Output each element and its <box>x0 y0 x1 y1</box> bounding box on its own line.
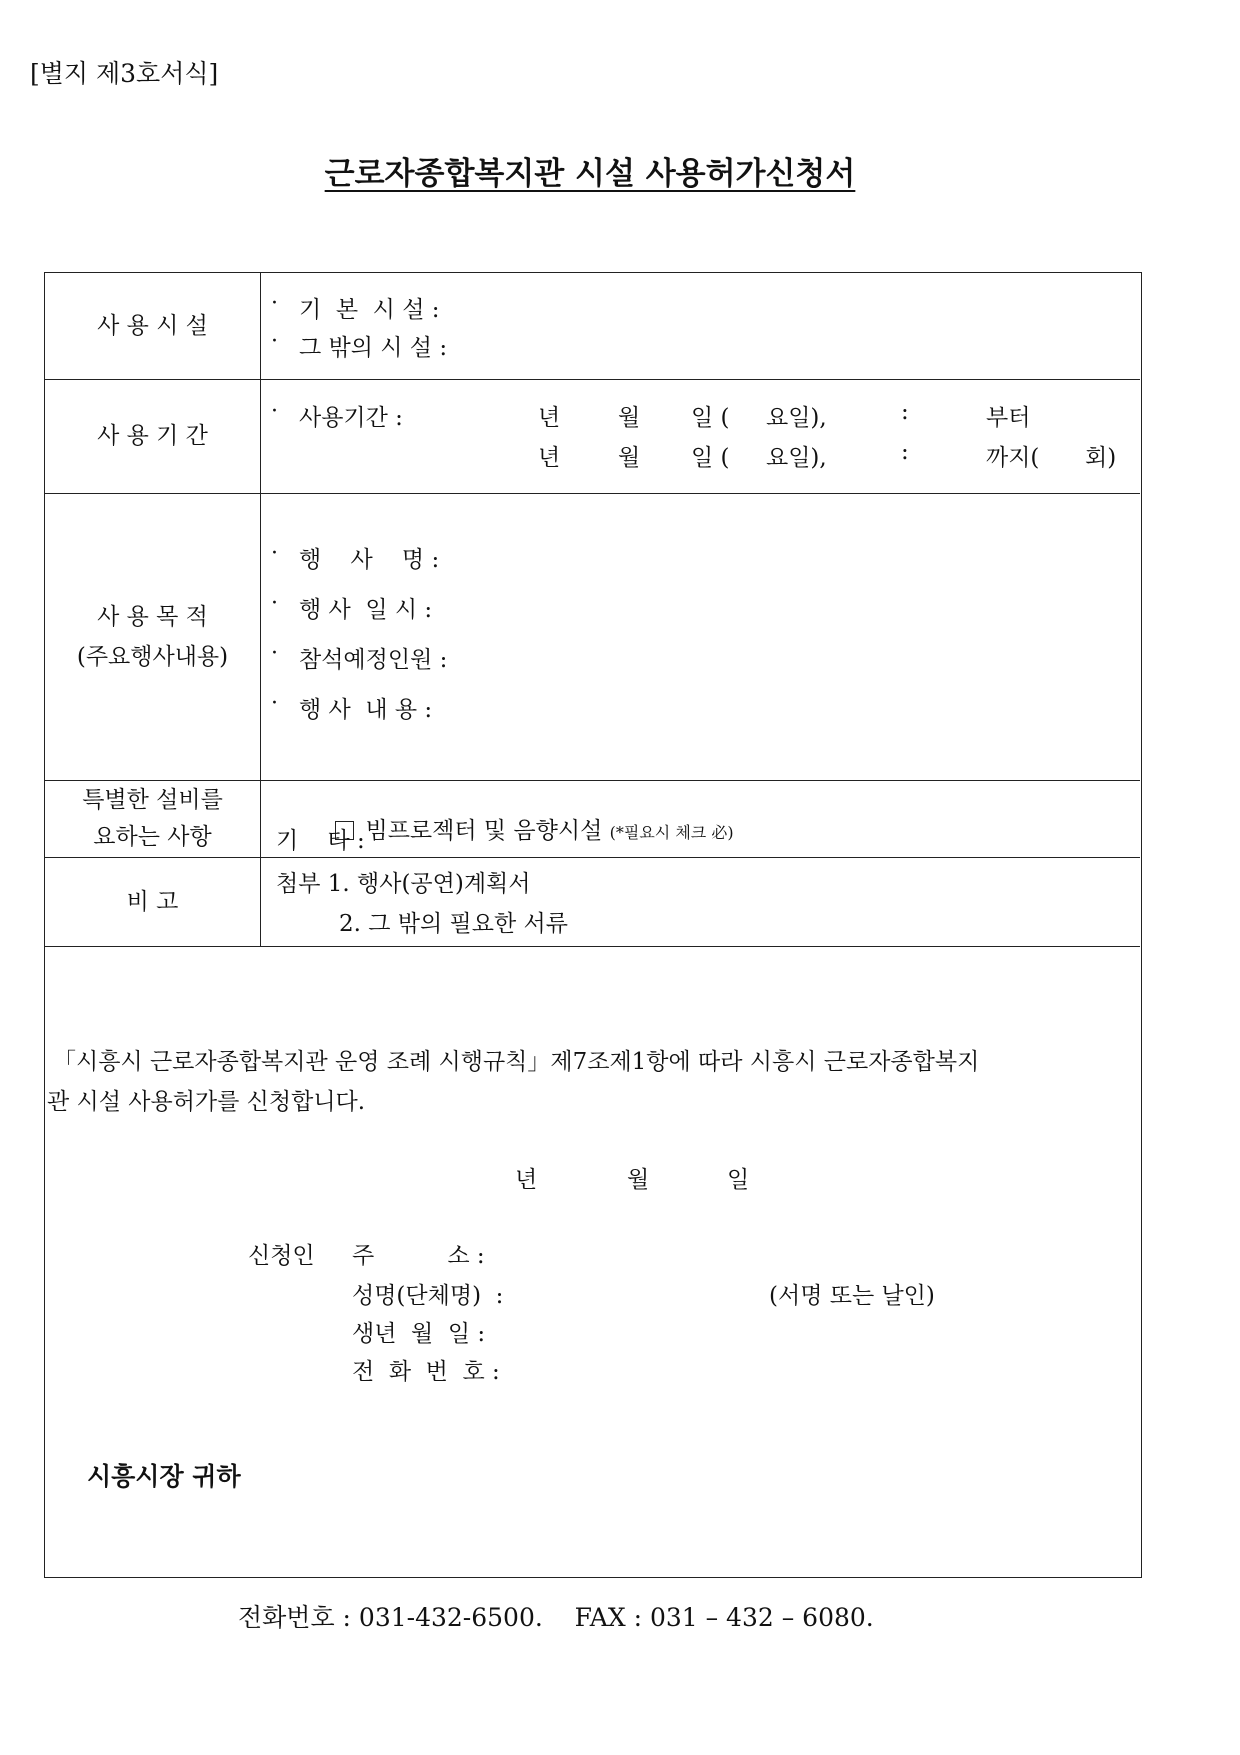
date-month[interactable]: 월 <box>627 1167 650 1193</box>
end-time[interactable]: : <box>901 439 909 465</box>
end-weekday[interactable]: 요일), <box>766 445 827 471</box>
row-facility <box>45 273 1140 380</box>
form-reference: [별지 제3호서식] <box>30 59 219 88</box>
bullet-icon: · <box>271 329 278 354</box>
start-suffix: 부터 <box>986 405 1031 431</box>
purpose-label <box>45 493 261 780</box>
event-datetime-field[interactable]: 행 사 일 시 : <box>299 597 433 623</box>
bullet-icon: · <box>271 399 278 424</box>
period-content <box>261 379 1140 493</box>
application-form <box>44 272 1142 1578</box>
bullet-icon: · <box>271 541 278 566</box>
facility-content <box>261 273 1140 379</box>
purpose-content <box>261 493 1140 780</box>
row-remarks <box>45 857 1140 947</box>
applicant-address-field[interactable]: 주 소 : <box>352 1243 485 1269</box>
equipment-label <box>45 780 261 857</box>
contact-footer: 전화번호 : 031-432-6500. FAX : 031 – 432 – 6080. <box>238 1603 874 1632</box>
basic-facility-field[interactable]: 기 본 시 설 : <box>299 297 440 323</box>
end-year[interactable]: 년 <box>538 445 561 471</box>
applicant-name-field[interactable]: 성명(단체명) : <box>352 1283 504 1309</box>
bullet-icon: · <box>271 291 278 316</box>
event-name-field[interactable]: 행 사 명 : <box>299 547 440 573</box>
statement-line-2: 관 시설 사용허가를 신청합니다. <box>47 1089 366 1115</box>
document-title <box>0 148 1180 193</box>
bullet-icon: · <box>271 641 278 666</box>
date-day[interactable]: 일 <box>727 1167 750 1193</box>
start-day[interactable]: 일 ( <box>691 405 730 431</box>
equipment-label-line1: 특별한 설비를 <box>82 786 223 813</box>
applicant-phone-field[interactable]: 전 화 번 호 : <box>352 1359 500 1385</box>
period-label: 사 용 기 간 <box>45 379 261 493</box>
row-equipment <box>45 780 1140 858</box>
equipment-content <box>261 780 1140 857</box>
purpose-label-main: 사 용 목 적 <box>97 603 208 630</box>
facility-label: 사 용 시 설 <box>45 273 261 379</box>
row-purpose <box>45 493 1140 781</box>
bullet-icon: · <box>271 691 278 716</box>
purpose-label-sub: (주요행사내용) <box>76 643 229 670</box>
addressee: 시흥시장 귀하 <box>87 1462 241 1491</box>
end-day[interactable]: 일 ( <box>691 445 730 471</box>
row-period <box>45 379 1140 494</box>
period-prefix: 사용기간 : <box>299 405 403 431</box>
statement-line-1: 「시흥시 근로자종합복지관 운영 조례 시행규칙」제7조제1항에 따라 시흥시 근로자종합복지 <box>53 1049 980 1075</box>
end-month[interactable]: 월 <box>618 445 641 471</box>
attachment-2: 2. 그 밖의 필요한 서류 <box>339 911 568 937</box>
applicant-birth-field[interactable]: 생년 월 일 : <box>352 1321 486 1347</box>
remarks-label: 비 고 <box>45 857 261 946</box>
other-facility-field[interactable]: 그 밖의 시 설 : <box>299 335 448 361</box>
other-equipment-field[interactable]: 기 타 : <box>276 828 365 854</box>
event-content-field[interactable]: 행 사 내 용 : <box>299 697 433 723</box>
start-year[interactable]: 년 <box>538 405 561 431</box>
equipment-label-line2: 요하는 사항 <box>93 823 212 850</box>
end-suffix: 까지( <box>986 445 1040 471</box>
start-month[interactable]: 월 <box>618 405 641 431</box>
remarks-content <box>261 857 1140 946</box>
bullet-icon: · <box>271 591 278 616</box>
attachment-1: 첨부 1. 행사(공연)계획서 <box>276 871 531 897</box>
session-count[interactable]: 회) <box>1085 445 1117 471</box>
start-weekday[interactable]: 요일), <box>766 405 827 431</box>
signature-note: (서명 또는 날인) <box>769 1283 935 1309</box>
date-year[interactable]: 년 <box>515 1167 538 1193</box>
attendees-field[interactable]: 참석예정인원 : <box>299 647 448 673</box>
projector-note: (*필요시 체크 必) <box>609 823 734 842</box>
document-title-text: 근로자종합복지관 시설 사용허가신청서 <box>324 156 856 192</box>
applicant-label: 신청인 <box>248 1243 315 1269</box>
start-time[interactable]: : <box>901 399 909 425</box>
projector-label: 빔프로젝터 및 음향시설 <box>365 818 603 844</box>
